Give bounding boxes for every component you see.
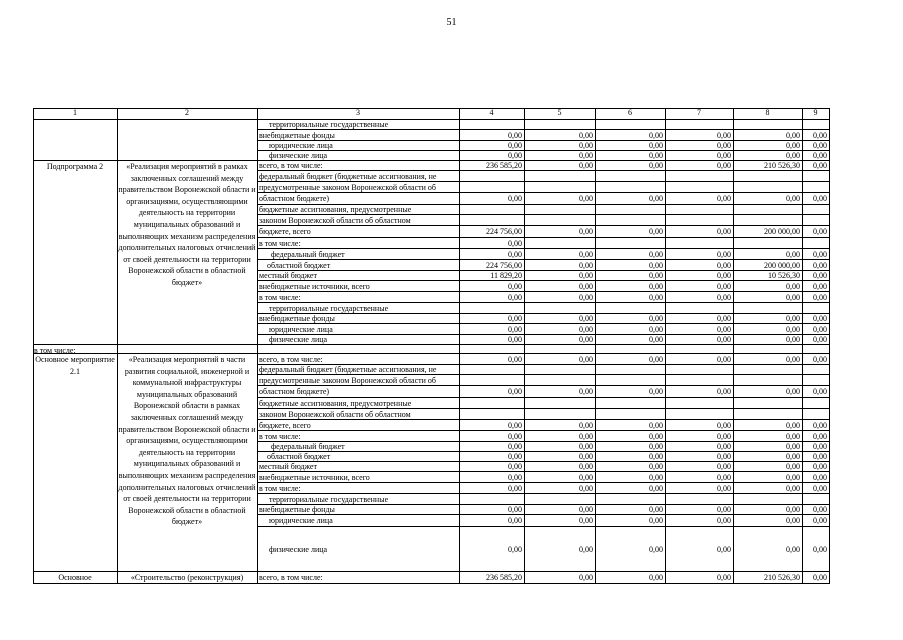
value-cell: 0,00 [579,442,593,451]
value-cell: 0,00 [786,462,800,471]
value-cell: 0,00 [786,442,800,451]
value-cell: 0,00 [649,325,663,334]
value-cell: 0,00 [649,314,663,323]
value-cell: 0,00 [786,505,800,514]
value-cell: 0,00 [813,355,827,364]
grid-vline [257,108,258,583]
value-cell: 0,00 [717,227,731,236]
program-description: «Строительство (реконструкция) [130,573,244,582]
value-cell: 0,00 [508,131,522,140]
program-name: в том числе: [34,346,76,355]
value-cell: 0,00 [786,452,800,461]
program-description: «Реализация мероприятий в рамках заключенных соглашений между правительством Воронежской области и организациями, осуществляющими деятельность на территории муниципальных образований и выполняющих механизм распределения дополнительных налоговых отчислений от своей деятельности на территории Воронежской области в областной бюджет» [118,162,256,287]
value-cell: 0,00 [649,442,663,451]
value-cell: 0,00 [786,325,800,334]
value-cell: 0,00 [813,505,827,514]
value-cell: 0,00 [717,314,731,323]
value-cell: 0,00 [649,473,663,482]
value-cell: 0,00 [786,421,800,430]
value-cell: 0,00 [813,516,827,525]
value-cell: 0,00 [649,516,663,525]
value-cell: 0,00 [813,227,827,236]
value-cell: 0,00 [786,335,800,344]
value-cell: 0,00 [508,325,522,334]
value-cell: 0,00 [786,484,800,493]
value-cell: 0,00 [717,387,731,396]
row-label: бюджете, всего [259,421,311,430]
value-cell: 0,00 [579,473,593,482]
row-label: территориальные государственные [269,304,389,313]
value-cell: 0,00 [813,421,827,430]
value-cell: 0,00 [579,250,593,259]
value-cell: 0,00 [579,161,593,170]
row-label: федеральный бюджет [271,442,345,451]
value-cell: 0,00 [508,452,522,461]
value-cell: 0,00 [786,314,800,323]
value-cell: 0,00 [717,293,731,302]
value-cell: 0,00 [717,484,731,493]
value-cell: 0,00 [579,452,593,461]
value-cell: 0,00 [579,141,593,150]
value-cell: 200 000,00 [764,261,800,270]
value-cell: 236 585,20 [486,573,522,582]
value-cell: 0,00 [813,151,827,160]
value-cell: 0,00 [649,573,663,582]
value-cell: 0,00 [813,261,827,270]
value-cell: 0,00 [579,432,593,441]
program-name: Основное мероприятие 2.1 [35,355,115,376]
row-label: федеральный бюджет (бюджетные ассигнования, не [259,365,437,374]
value-cell: 0,00 [786,194,800,203]
value-cell: 0,00 [813,250,827,259]
value-cell: 0,00 [717,161,731,170]
row-label: областном бюджете) [259,194,330,203]
value-cell: 0,00 [813,442,827,451]
value-cell: 0,00 [579,545,593,554]
value-cell: 0,00 [717,194,731,203]
value-cell: 0,00 [579,271,593,280]
value-cell: 0,00 [717,473,731,482]
row-label: законом Воронежской области об областном [259,410,411,419]
value-cell: 0,00 [649,131,663,140]
header-cell: 3 [356,108,360,117]
value-cell: 0,00 [717,505,731,514]
row-label: местный бюджет [259,271,317,280]
row-label: внебюджетные источники, всего [259,282,370,291]
value-cell [802,238,827,249]
row-label: в том числе: [259,484,301,493]
value-cell: 0,00 [579,282,593,291]
value-cell: 0,00 [649,293,663,302]
budget-table [33,108,829,583]
row-label: физические лица [269,151,328,160]
row-label: внебюджетные источники, всего [259,473,370,482]
value-cell: 0,00 [508,293,522,302]
value-cell: 0,00 [649,462,663,471]
row-label: областном бюджете) [259,387,330,396]
row-label: юридические лица [269,141,333,150]
value-cell: 0,00 [508,239,522,248]
value-cell: 0,00 [717,462,731,471]
value-cell: 0,00 [508,432,522,441]
value-cell: 0,00 [786,250,800,259]
value-cell: 0,00 [786,432,800,441]
row-label: юридические лица [269,516,333,525]
value-cell: 0,00 [579,131,593,140]
row-label: территориальные государственные [269,120,389,129]
program-description: «Реализация мероприятий в части развития социальной, инженерной и коммунальной инфраструктуры муниципальных образований Воронежской области в рамках заключенных соглашений между правительством Воронежской области и организациями, осуществляющими деятельность на территории муниципальных образований и выполняющих механизм распределения дополнительных налоговых отчислений от своей деятельности на территории Воронежской области в областной бюджет» [118,355,256,527]
program-name: Подпрограмма 2 [46,162,104,171]
value-cell: 0,00 [786,545,800,554]
value-cell: 0,00 [508,387,522,396]
value-cell: 0,00 [508,473,522,482]
value-cell: 0,00 [786,355,800,364]
row-label: в том числе: [259,293,301,302]
value-cell: 0,00 [649,151,663,160]
value-cell: 0,00 [649,141,663,150]
value-cell: 0,00 [579,194,593,203]
value-cell: 0,00 [649,282,663,291]
value-cell: 210 526,30 [764,573,800,582]
header-cell: 7 [697,108,701,117]
row-label: областной бюджет [267,452,331,461]
row-label: бюджетные ассигнования, предусмотренные [259,399,412,408]
value-cell: 0,00 [786,293,800,302]
header-cell: 4 [489,108,494,117]
value-cell: 0,00 [649,335,663,344]
value-cell: 0,00 [813,387,827,396]
value-cell: 0,00 [813,271,827,280]
value-cell: 0,00 [508,462,522,471]
value-cell: 0,00 [786,516,800,525]
value-cell: 200 000,00 [764,227,800,236]
row-label: физические лица [269,545,328,554]
value-cell: 0,00 [717,325,731,334]
value-cell [665,238,731,249]
value-cell: 0,00 [649,261,663,270]
program-description [118,345,256,354]
value-cell: 0,00 [649,355,663,364]
value-cell: 0,00 [579,227,593,236]
value-cell: 0,00 [786,473,800,482]
row-label: внебюджетные фонды [259,314,335,323]
value-cell: 0,00 [813,484,827,493]
value-cell: 0,00 [813,462,827,471]
value-cell: 0,00 [508,545,522,554]
value-cell: 0,00 [813,194,827,203]
value-cell [524,238,593,249]
value-cell: 0,00 [813,161,827,170]
value-cell: 0,00 [813,141,827,150]
value-cell: 0,00 [508,505,522,514]
value-cell: 0,00 [649,421,663,430]
header-cell: 1 [73,108,77,117]
value-cell: 0,00 [717,261,731,270]
row-label: внебюджетные фонды [259,131,335,140]
value-cell: 0,00 [649,194,663,203]
value-cell: 0,00 [786,131,800,140]
value-cell: 0,00 [717,516,731,525]
value-cell: 0,00 [508,335,522,344]
value-cell: 0,00 [717,282,731,291]
value-cell: 0,00 [717,452,731,461]
value-cell: 0,00 [579,573,593,582]
value-cell: 0,00 [717,250,731,259]
row-label: областной бюджет [267,261,331,270]
program-name: Основное [58,573,92,582]
value-cell: 0,00 [508,250,522,259]
row-label: всего, в том числе: [259,573,323,582]
value-cell: 0,00 [508,421,522,430]
header-cell: 6 [628,108,632,117]
value-cell: 0,00 [649,545,663,554]
value-cell: 0,00 [579,516,593,525]
value-cell: 0,00 [813,473,827,482]
row-label: бюджете, всего [259,227,311,236]
row-label: законом Воронежской области об областном [259,216,411,225]
value-cell: 0,00 [508,484,522,493]
value-cell: 0,00 [813,131,827,140]
value-cell: 0,00 [813,452,827,461]
value-cell: 0,00 [717,131,731,140]
row-label: местный бюджет [259,462,317,471]
header-cell: 5 [557,108,562,117]
value-cell: 0,00 [579,151,593,160]
value-cell: 0,00 [786,141,800,150]
value-cell: 0,00 [508,194,522,203]
value-cell: 0,00 [813,282,827,291]
value-cell: 0,00 [717,432,731,441]
value-cell: 0,00 [813,325,827,334]
value-cell: 0,00 [649,387,663,396]
value-cell: 0,00 [649,484,663,493]
value-cell: 0,00 [717,151,731,160]
value-cell: 236 585,20 [486,161,522,170]
value-cell: 0,00 [508,314,522,323]
value-cell: 0,00 [717,355,731,364]
value-cell: 0,00 [717,545,731,554]
value-cell: 0,00 [579,505,593,514]
value-cell: 0,00 [786,151,800,160]
grid-vline [829,108,830,583]
value-cell: 0,00 [508,141,522,150]
value-cell: 0,00 [649,271,663,280]
value-cell: 0,00 [579,484,593,493]
row-label: предусмотренные законом Воронежской области об [259,376,436,385]
value-cell: 224 756,00 [486,261,522,270]
value-cell: 11 829,20 [490,271,522,280]
value-cell: 0,00 [813,545,827,554]
value-cell: 0,00 [579,325,593,334]
value-cell: 0,00 [717,271,731,280]
row-label: бюджетные ассигнования, предусмотренные [259,205,412,214]
value-cell: 0,00 [579,293,593,302]
value-cell: 210 526,30 [764,161,800,170]
row-label: всего, в том числе: [259,355,323,364]
value-cell: 0,00 [579,421,593,430]
value-cell: 0,00 [579,355,593,364]
value-cell: 0,00 [717,335,731,344]
value-cell: 0,00 [813,335,827,344]
row-label: всего, в том числе: [259,161,323,170]
row-label: федеральный бюджет (бюджетные ассигнования, не [259,172,437,181]
row-label: в том числе: [259,432,301,441]
value-cell: 0,00 [813,432,827,441]
value-cell: 0,00 [649,432,663,441]
value-cell: 0,00 [649,227,663,236]
value-cell: 0,00 [508,282,522,291]
value-cell: 0,00 [649,161,663,170]
row-label: федеральный бюджет [271,250,345,259]
row-label [259,345,458,354]
value-cell [595,238,663,249]
row-label: юридические лица [269,325,333,334]
value-cell: 0,00 [717,573,731,582]
value-cell: 224 756,00 [486,227,522,236]
row-label: предусмотренные законом Воронежской области об [259,183,436,192]
value-cell: 0,00 [508,442,522,451]
header-cell: 2 [185,108,189,117]
value-cell: 0,00 [579,261,593,270]
header-cell: 9 [813,108,818,117]
page-number: 51 [446,17,457,28]
value-cell: 0,00 [579,387,593,396]
value-cell: 0,00 [579,462,593,471]
row-label: внебюджетные фонды [259,505,335,514]
value-cell: 0,00 [813,573,827,582]
row-label: физические лица [269,335,328,344]
value-cell [733,238,800,249]
value-cell: 0,00 [579,314,593,323]
value-cell: 0,00 [508,516,522,525]
value-cell: 0,00 [649,505,663,514]
value-cell: 0,00 [786,282,800,291]
value-cell: 0,00 [508,355,522,364]
value-cell: 10 526,30 [768,271,800,280]
row-label: в том числе: [259,239,301,248]
value-cell: 0,00 [813,314,827,323]
value-cell: 0,00 [717,421,731,430]
value-cell: 0,00 [786,387,800,396]
value-cell: 0,00 [579,335,593,344]
row-label: территориальные государственные [269,495,389,504]
value-cell: 0,00 [508,151,522,160]
value-cell: 0,00 [649,452,663,461]
value-cell: 0,00 [813,293,827,302]
value-cell: 0,00 [649,250,663,259]
header-cell: 8 [765,108,770,117]
value-cell: 0,00 [717,141,731,150]
value-cell: 0,00 [717,442,731,451]
